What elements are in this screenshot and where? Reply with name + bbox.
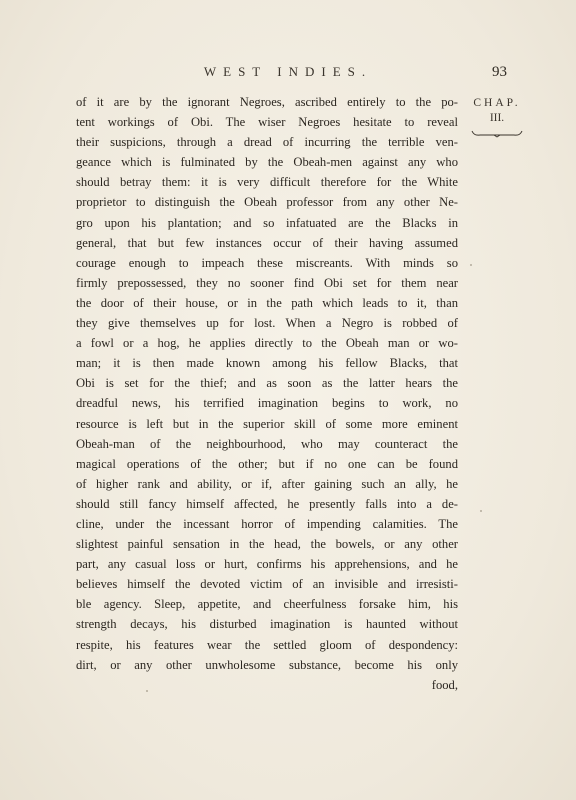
text-line: firmly prepossessed, they no sooner find Obi set for them near: [76, 275, 458, 290]
paper-speck: [146, 690, 148, 692]
text-line: part, any casual loss or hurt, confirms his apprehensions, and he: [76, 557, 458, 572]
body-text: [76, 92, 458, 695]
text-line: magical operations of the other; but if no one can be found: [76, 456, 458, 471]
chapter-number: III.: [489, 112, 505, 124]
flourish-ornament-icon: [470, 128, 524, 138]
text-line: cline, under the incessant horror of impending calamities. The: [76, 516, 458, 531]
text-line: a fowl or a hog, he applies directly to the Obeah man or wo-: [76, 336, 458, 351]
catchword: food,: [431, 677, 458, 692]
text-line: should still fancy himself affected, he presently falls into a de-: [76, 496, 458, 511]
page-number: 93: [492, 64, 507, 80]
text-line: should betray them: it is very difficult therefore for the White: [76, 175, 458, 190]
text-line: geance which is fulminated by the Obeah-men against any who: [76, 155, 458, 170]
text-line: of higher rank and ability, or if, after gaining such an ally, he: [76, 476, 458, 491]
text-line: courage enough to impeach these miscreants. With minds so: [76, 255, 458, 270]
text-line: their suspicions, through a dread of incurring the terrible ven-: [76, 135, 458, 150]
text-line: dirt, or any other unwholesome substance, become his only: [76, 657, 458, 672]
text-line: gro upon his plantation; and so infatuated are the Blacks in: [76, 215, 458, 230]
text-line: strength decays, his disturbed imagination is haunted without: [76, 617, 458, 632]
text-line: tent workings of Obi. The wiser Negroes hesitate to reveal: [76, 115, 458, 130]
margin-note: [464, 96, 530, 138]
text-line: Obeah-man of the neighbourhood, who may counteract the: [76, 436, 458, 451]
text-line: they give themselves up for lost. When a Negro is robbed of: [76, 316, 458, 331]
text-line: Obi is set for the thief; and as soon as the latter hears the: [76, 376, 458, 391]
text-line: the door of their house, or in the path which leads to it, than: [76, 295, 458, 310]
text-line: dreadful news, his terrified imagination begins to work, no: [76, 396, 458, 411]
text-line: general, that but few instances occur of their having assumed: [76, 235, 458, 250]
running-title: WEST INDIES.: [203, 64, 373, 79]
paper-speck: [480, 510, 482, 512]
text-line: respite, his features wear the settled gloom of despondency:: [76, 637, 458, 652]
text-line: proprietor to distinguish the Obeah professor from any other Ne-: [76, 195, 458, 210]
text-line: of it are by the ignorant Negroes, ascribed entirely to the po-: [76, 95, 458, 109]
paper-speck: [470, 264, 472, 266]
text-line: slightest painful sensation in the head, the bowels, or any other: [76, 537, 458, 552]
text-line: resource is left but in the superior skill of some more eminent: [76, 416, 458, 431]
text-line: ble agency. Sleep, appetite, and cheerfulness forsake him, his: [76, 597, 458, 612]
chapter-label: CHAP.: [473, 97, 521, 109]
text-line: believes himself the devoted victim of an invisible and irresisti-: [76, 577, 458, 592]
text-line: man; it is then made known among his fellow Blacks, that: [76, 356, 458, 371]
